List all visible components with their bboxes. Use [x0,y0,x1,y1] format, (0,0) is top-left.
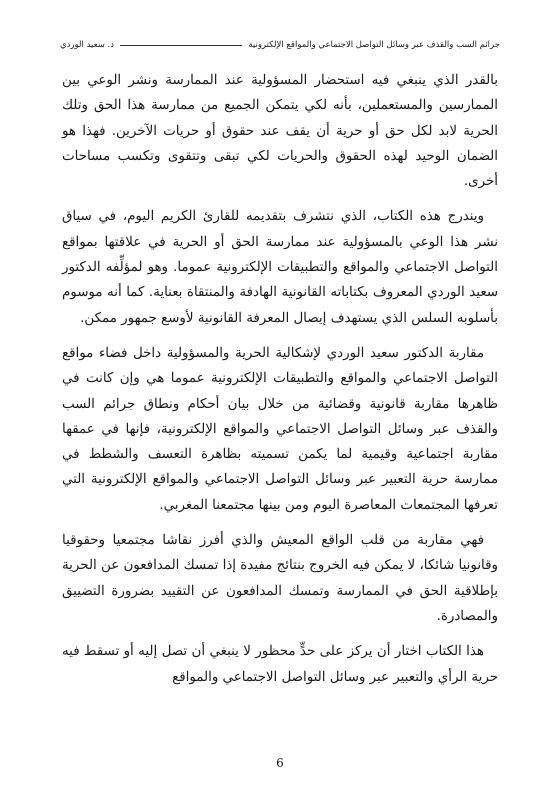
header-book-title: جرائم السب والقذف عبر وسائل التواصل الاجتماعي والمواقع الإلكترونية [248,39,500,50]
header-rule [120,45,242,46]
paragraph: هذا الكتاب اختار أن يركز على حدٍّ محظور لا ينبغي أن تصل إليه أو تسقط فيه حرية الرأي والتعبير عبر وسائل التواصل الاجتماعي والمواقع [62,644,498,685]
paragraph: فهي مقاربة من قلب الواقع المعيش والذي أفرز نقاشا مجتمعيا وحقوقيا وقانونيا شائكا، لا يمكن فيه الخروج بنتائج مفيدة إذا تمسك المدافعون عن الحرية بإطلاقية الحق في الممارسة وتمسك المدافعون عن التقييد بضرورة التضييق والمصادرة. [62,533,498,624]
paragraph: ويندرج هذه الكتاب، الذي نتشرف بتقديمه للقارئ الكريم اليوم، في سياق نشر هذا الوعي بالمسؤولية عند ممارسة الحق أو الحرية في علاقتها بمواقع التواصل الاجتماعي والمواقع والتطبيقات الإلكترونية عموما. وهو لمؤلِّفه الدكتور سعيد الوردي المعروف بكتاباته القانونية الهادفة والمنتقاة بعناية. كما أنه موسوم بأسلوبه السلس الذي يستهدف إيصال المعرفة القانونية لأوسع جمهور ممكن. [62,209,498,326]
paragraph: بالقدر الذي ينبغي فيه استحضار المسؤولية عند الممارسة ونشر الوعي بين الممارسين والمستعملين، بأنه لكي يتمكن الجميع من ممارسة هذا الحق وتلك الحرية لابد لكل حق أو حرية أن يقف عند حقوق أو حريات الآخرين. فهذا هو الضمان الوحيد لهذه الحقوق والحريات لكي تبقى وتتقوى وتكسب مساحات أخرى. [62,73,498,190]
paragraph: مقاربة الدكتور سعيد الوردي لإشكالية الحرية والمسؤولية داخل فضاء مواقع التواصل الاجتماعي والمواقع والتطبيقات الإلكترونية عموما هي وإن كانت في ظاهرها مقاربة قانونية وقضائية من خلال بيان أحكام ونطاق جرائم السب والقذف عبر وسائل التواصل الاجتماعي والمواقع الإلكترونية، فإنها في عمقها مقاربة اجتماعية وقيمية لما يكمن تسميته بظاهرة التعسف والشطط في ممارسة حرية التعبير عبر وسائل التواصل الاجتماعي والمواقع الإلكترونية التي تعرفها المجتمعات المعاصرة اليوم ومن بينها مجتمعنا المغربي. [62,345,498,513]
page-number: 6 [276,756,284,770]
running-header [60,38,500,52]
header-author: د. سعيد الوردي [60,39,115,50]
page-body [62,68,498,700]
